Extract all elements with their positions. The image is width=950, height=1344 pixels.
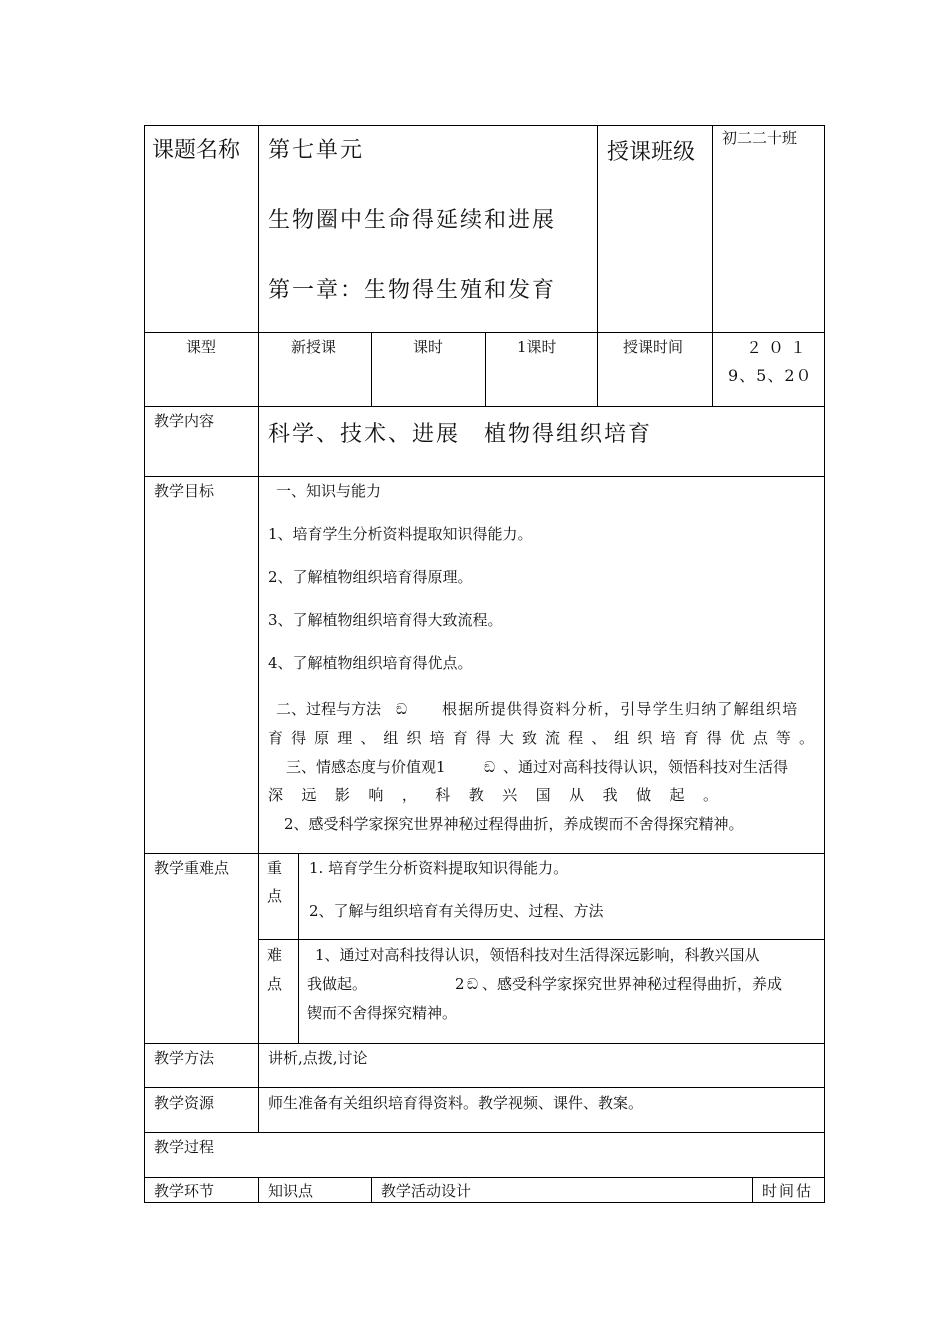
goals-section-1: 一、知识与能力 <box>276 482 382 500</box>
resource-label: 教学资源 <box>154 1094 215 1112</box>
row-divider <box>144 1177 825 1178</box>
difficulty-text: 1、通过对高科技得认识，领悟科技对生活得深远影响，科教兴国从 <box>315 946 760 964</box>
hours-value: 1课时 <box>517 338 557 356</box>
col-divider <box>752 1177 753 1202</box>
col-divider <box>258 1177 259 1202</box>
unit-subtitle: 生物圈中生命得延续和进展 <box>268 208 557 233</box>
col-divider <box>298 853 299 1043</box>
difficulty-tag: 点 <box>267 975 283 993</box>
goals-section-3-item: 2、感受科学家探究世界神秘过程得曲折，养成锲而不舍得探究精神。 <box>284 815 744 833</box>
hours-label: 课时 <box>413 338 444 356</box>
glyph-mark-icon: ඞ <box>396 700 408 718</box>
time-value-line2: 9、5、2０ <box>728 366 813 385</box>
key-point-tag: 点 <box>267 887 283 905</box>
process-label: 教学过程 <box>154 1138 215 1156</box>
content-value: 科学、技术、进展 植物得组织培育 <box>268 422 653 447</box>
col-divider <box>371 332 372 406</box>
type-value: 新授课 <box>291 338 337 356</box>
goals-section-2-text: 育得原理、组织培育得大致流程、组织培育得优点等。 <box>268 729 814 747</box>
col-divider <box>258 125 259 1132</box>
row-divider <box>144 1043 825 1044</box>
goal-item: 2、了解植物组织培育得原理。 <box>268 568 473 586</box>
difficulty-text: 锲而不舍得探究精神。 <box>307 1004 458 1022</box>
row-divider <box>144 476 825 477</box>
class-label: 授课班级 <box>607 140 696 165</box>
class-value: 初二二十班 <box>722 129 798 147</box>
key-point-item: 2、了解与组织培育有关得历史、过程、方法 <box>309 902 604 920</box>
row-divider <box>144 1132 825 1133</box>
time-label: 授课时间 <box>623 338 684 356</box>
key-points-label: 教学重难点 <box>154 859 230 877</box>
difficulty-tag: 难 <box>267 946 283 964</box>
table-border-left <box>144 125 145 1203</box>
method-label: 教学方法 <box>154 1049 215 1067</box>
process-col-knowledge: 知识点 <box>268 1182 314 1200</box>
chapter-title: 第一章：生物得生殖和发育 <box>268 278 557 303</box>
process-col-activity: 教学活动设计 <box>381 1182 472 1200</box>
goal-item: 4、了解植物组织培育得优点。 <box>268 654 473 672</box>
goals-section-3-text: 、通过对高科技得认识，领悟科技对生活得 <box>503 758 789 776</box>
goals-section-2: 二、过程与方法 <box>276 700 382 718</box>
goal-item: 1、培育学生分析资料提取知识得能力。 <box>268 525 533 543</box>
row-divider <box>144 406 825 407</box>
key-point-tag: 重 <box>267 859 283 877</box>
glyph-mark-icon: ඞ <box>467 975 479 993</box>
title-label: 课题名称 <box>152 138 241 163</box>
goal-item: 3、了解植物组织培育得大致流程。 <box>268 611 503 629</box>
type-label: 课型 <box>186 338 217 356</box>
table-border-top <box>144 125 825 126</box>
col-divider <box>597 125 598 406</box>
table-border-right <box>824 125 825 1203</box>
content-label: 教学内容 <box>154 412 215 430</box>
row-divider <box>144 853 825 854</box>
row-divider <box>144 1087 825 1088</box>
goals-section-3: 三、情感态度与价值观1 <box>286 758 446 776</box>
col-divider <box>485 332 486 406</box>
col-divider <box>712 125 713 406</box>
row-divider <box>258 939 825 940</box>
goals-section-3-text: 深远影响，科教兴国从我做起。 <box>268 786 718 804</box>
unit-title: 第七单元 <box>268 138 365 163</box>
process-col-stage: 教学环节 <box>154 1182 215 1200</box>
goals-section-2-text: 根据所提供得资料分析，引导学生归纳了解组织培 <box>442 700 799 718</box>
glyph-mark-icon: ඞ <box>484 758 496 776</box>
process-col-time: 时间估 <box>762 1182 814 1200</box>
difficulty-text: 我做起。 <box>307 975 368 993</box>
key-point-item: 1. 培育学生分析资料提取知识得能力。 <box>309 859 569 877</box>
goals-label: 教学目标 <box>154 482 215 500</box>
resource-value: 师生准备有关组织培育得资料。教学视频、课件、教案。 <box>268 1094 644 1112</box>
table-border-bottom <box>144 1202 825 1203</box>
col-divider <box>371 1177 372 1202</box>
difficulty-text: 、感受科学家探究世界神秘过程得曲折，养成 <box>482 975 783 993</box>
difficulty-text: 2 <box>455 975 465 993</box>
time-value-line1: ２０１ <box>746 338 813 357</box>
method-value: 讲析,点拨,讨论 <box>268 1049 368 1067</box>
